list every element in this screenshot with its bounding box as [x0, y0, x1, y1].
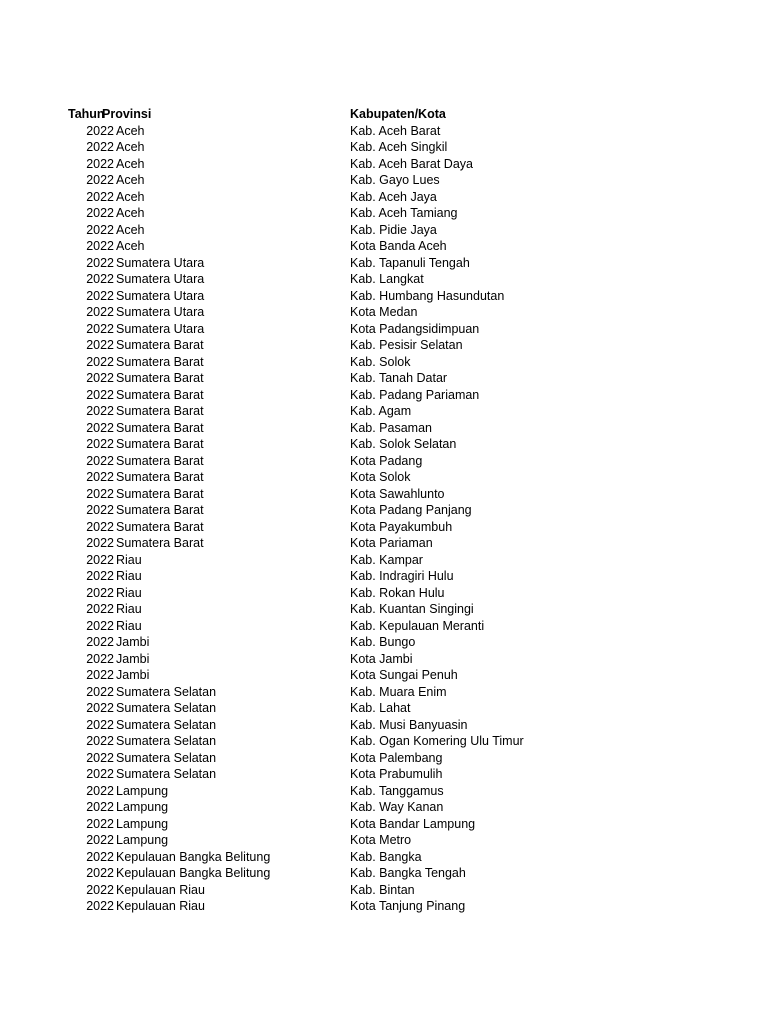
year-cell: 2022: [86, 701, 114, 715]
regency-cell: Kab. Ogan Komering Ulu Timur: [350, 734, 524, 748]
province-cell: Sumatera Selatan: [116, 767, 217, 781]
regency-cell: Kota Sawahlunto: [350, 486, 445, 501]
table-row: [68, 882, 688, 899]
table-row: [68, 865, 688, 882]
regency-cell: Kab. Way Kanan: [350, 800, 444, 814]
year-cell: 2022: [86, 222, 114, 237]
year-cell: 2022: [86, 206, 114, 220]
regency-cell: Kab. Muara Enim: [350, 684, 447, 699]
province-cell: Sumatera Barat: [116, 338, 204, 352]
year-cell: 2022: [86, 140, 114, 154]
year-cell: 2022: [86, 651, 114, 666]
province-cell: Sumatera Utara: [116, 255, 205, 270]
year-cell: 2022: [86, 305, 114, 319]
province-cell: Aceh: [116, 222, 145, 237]
table-row: [68, 502, 688, 519]
table-row: [68, 238, 688, 255]
table-row: [68, 750, 688, 767]
regency-cell: Kab. Indragiri Hulu: [350, 569, 454, 583]
table-row: [68, 453, 688, 470]
regency-cell: Kab. Aceh Jaya: [350, 189, 437, 204]
year-cell: 2022: [86, 486, 114, 501]
column-header-year: Tahun: [68, 107, 105, 121]
province-cell: Lampung: [116, 816, 169, 831]
regency-cell: Kota Sungai Penuh: [350, 668, 458, 682]
province-cell: Lampung: [116, 833, 169, 847]
year-cell: 2022: [86, 255, 114, 270]
province-cell: Jambi: [116, 651, 150, 666]
regency-cell: Kota Pariaman: [350, 536, 433, 550]
regency-cell: Kota Medan: [350, 305, 418, 319]
table-row: [68, 832, 688, 849]
year-cell: 2022: [86, 882, 114, 897]
province-cell: Sumatera Barat: [116, 486, 204, 501]
regency-cell: Kab. Kampar: [350, 552, 423, 567]
table-row: [68, 354, 688, 371]
province-cell: Sumatera Utara: [116, 321, 205, 336]
table-row: [68, 123, 688, 140]
year-cell: 2022: [86, 552, 114, 567]
table-row: [68, 634, 688, 651]
province-cell: Jambi: [116, 635, 150, 649]
year-cell: 2022: [86, 453, 114, 468]
regency-cell: Kab. Lahat: [350, 701, 411, 715]
table-row: [68, 420, 688, 437]
regency-cell: Kab. Tapanuli Tengah: [350, 255, 470, 270]
province-cell: Aceh: [116, 140, 145, 154]
year-cell: 2022: [86, 750, 114, 765]
province-cell: Aceh: [116, 156, 145, 171]
table-row: [68, 222, 688, 239]
province-cell: Lampung: [116, 783, 169, 798]
regency-cell: Kab. Langkat: [350, 272, 424, 286]
table-row: [68, 337, 688, 354]
regency-cell: Kab. Gayo Lues: [350, 173, 440, 187]
province-cell: Kepulauan Riau: [116, 899, 205, 913]
table-row: [68, 172, 688, 189]
province-cell: Sumatera Selatan: [116, 750, 217, 765]
table-row: [68, 535, 688, 552]
data-table: [68, 106, 688, 915]
regency-cell: Kab. Bangka: [350, 849, 422, 864]
province-cell: Riau: [116, 602, 142, 616]
year-cell: 2022: [86, 519, 114, 534]
province-cell: Jambi: [116, 668, 150, 682]
regency-cell: Kab. Aceh Tamiang: [350, 206, 458, 220]
table-row: [68, 601, 688, 618]
regency-cell: Kab. Humbang Hasundutan: [350, 288, 505, 303]
regency-cell: Kab. Aceh Barat Daya: [350, 156, 473, 171]
province-cell: Sumatera Barat: [116, 536, 204, 550]
year-cell: 2022: [86, 618, 114, 633]
table-row: [68, 255, 688, 272]
regency-cell: Kab. Bungo: [350, 635, 416, 649]
table-row: [68, 816, 688, 833]
regency-cell: Kota Prabumulih: [350, 767, 443, 781]
table-row: [68, 288, 688, 305]
province-cell: Sumatera Barat: [116, 354, 204, 369]
regency-cell: Kab. Aceh Barat: [350, 123, 441, 138]
table-row: [68, 139, 688, 156]
year-cell: 2022: [86, 569, 114, 583]
table-row: [68, 469, 688, 486]
year-cell: 2022: [86, 899, 114, 913]
regency-cell: Kab. Pasaman: [350, 420, 432, 435]
year-cell: 2022: [86, 272, 114, 286]
year-cell: 2022: [86, 420, 114, 435]
regency-cell: Kab. Bintan: [350, 882, 415, 897]
regency-cell: Kab. Pesisir Selatan: [350, 338, 463, 352]
regency-cell: Kota Padangsidimpuan: [350, 321, 480, 336]
table-row: [68, 733, 688, 750]
province-cell: Aceh: [116, 206, 145, 220]
regency-cell: Kota Jambi: [350, 651, 413, 666]
province-cell: Aceh: [116, 173, 145, 187]
table-row: [68, 156, 688, 173]
regency-cell: Kab. Tanggamus: [350, 783, 444, 798]
year-cell: 2022: [86, 173, 114, 187]
table-row: [68, 783, 688, 800]
province-cell: Sumatera Barat: [116, 503, 204, 517]
year-cell: 2022: [86, 783, 114, 798]
regency-cell: Kab. Solok Selatan: [350, 437, 457, 451]
table-row: [68, 387, 688, 404]
year-cell: 2022: [86, 338, 114, 352]
province-cell: Riau: [116, 569, 142, 583]
table-row: [68, 552, 688, 569]
table-row: [68, 618, 688, 635]
table-body: [68, 123, 688, 915]
province-cell: Kepulauan Bangka Belitung: [116, 849, 271, 864]
year-cell: 2022: [86, 767, 114, 781]
year-cell: 2022: [86, 602, 114, 616]
year-cell: 2022: [86, 816, 114, 831]
column-header-regency: Kabupaten/Kota: [350, 107, 446, 121]
table-row: [68, 568, 688, 585]
province-cell: Sumatera Utara: [116, 272, 205, 286]
table-row: [68, 898, 688, 915]
province-cell: Aceh: [116, 123, 145, 138]
regency-cell: Kota Banda Aceh: [350, 239, 447, 253]
province-cell: Sumatera Selatan: [116, 701, 217, 715]
year-cell: 2022: [86, 189, 114, 204]
province-cell: Sumatera Barat: [116, 404, 204, 418]
province-cell: Lampung: [116, 800, 169, 814]
table-header-row: [68, 106, 688, 123]
year-cell: 2022: [86, 800, 114, 814]
table-row: [68, 189, 688, 206]
table-row: [68, 271, 688, 288]
year-cell: 2022: [86, 371, 114, 385]
regency-cell: Kab. Solok: [350, 354, 411, 369]
table-row: [68, 370, 688, 387]
regency-cell: Kab. Agam: [350, 404, 412, 418]
province-cell: Kepulauan Bangka Belitung: [116, 866, 271, 880]
year-cell: 2022: [86, 849, 114, 864]
province-cell: Aceh: [116, 239, 145, 253]
table-row: [68, 849, 688, 866]
province-cell: Riau: [116, 552, 142, 567]
year-cell: 2022: [86, 536, 114, 550]
table-row: [68, 651, 688, 668]
table-row: [68, 667, 688, 684]
table-row: [68, 799, 688, 816]
table-row: [68, 486, 688, 503]
table-row: [68, 766, 688, 783]
year-cell: 2022: [86, 470, 114, 484]
province-cell: Sumatera Barat: [116, 519, 204, 534]
province-cell: Sumatera Barat: [116, 453, 204, 468]
regency-cell: Kota Palembang: [350, 750, 443, 765]
province-cell: Riau: [116, 585, 142, 600]
year-cell: 2022: [86, 288, 114, 303]
year-cell: 2022: [86, 717, 114, 732]
province-cell: Sumatera Barat: [116, 470, 204, 484]
table-row: [68, 304, 688, 321]
year-cell: 2022: [86, 668, 114, 682]
year-cell: 2022: [86, 866, 114, 880]
year-cell: 2022: [86, 354, 114, 369]
table-row: [68, 436, 688, 453]
province-cell: Sumatera Barat: [116, 371, 204, 385]
table-row: [68, 684, 688, 701]
table-row: [68, 321, 688, 338]
regency-cell: Kota Bandar Lampung: [350, 816, 476, 831]
year-cell: 2022: [86, 585, 114, 600]
regency-cell: Kota Tanjung Pinang: [350, 899, 466, 913]
regency-cell: Kab. Kepulauan Meranti: [350, 618, 485, 633]
year-cell: 2022: [86, 635, 114, 649]
column-header-province: Provinsi: [102, 107, 152, 121]
regency-cell: Kab. Tanah Datar: [350, 371, 448, 385]
year-cell: 2022: [86, 503, 114, 517]
year-cell: 2022: [86, 734, 114, 748]
year-cell: 2022: [86, 833, 114, 847]
regency-cell: Kab. Rokan Hulu: [350, 585, 445, 600]
year-cell: 2022: [86, 404, 114, 418]
province-cell: Aceh: [116, 189, 145, 204]
year-cell: 2022: [86, 387, 114, 402]
regency-cell: Kota Solok: [350, 470, 411, 484]
province-cell: Riau: [116, 618, 142, 633]
province-cell: Sumatera Barat: [116, 387, 204, 402]
regency-cell: Kab. Kuantan Singingi: [350, 602, 474, 616]
province-cell: Kepulauan Riau: [116, 882, 205, 897]
province-cell: Sumatera Utara: [116, 288, 205, 303]
year-cell: 2022: [86, 684, 114, 699]
year-cell: 2022: [86, 437, 114, 451]
regency-cell: Kota Padang: [350, 453, 423, 468]
table-row: [68, 585, 688, 602]
regency-cell: Kota Padang Panjang: [350, 503, 472, 517]
regency-cell: Kab. Aceh Singkil: [350, 140, 448, 154]
table-row: [68, 205, 688, 222]
year-cell: 2022: [86, 321, 114, 336]
regency-cell: Kab. Bangka Tengah: [350, 866, 466, 880]
province-cell: Sumatera Utara: [116, 305, 205, 319]
province-cell: Sumatera Selatan: [116, 734, 217, 748]
table-row: [68, 717, 688, 734]
province-cell: Sumatera Selatan: [116, 684, 217, 699]
regency-cell: Kab. Padang Pariaman: [350, 387, 480, 402]
province-cell: Sumatera Selatan: [116, 717, 217, 732]
year-cell: 2022: [86, 123, 114, 138]
year-cell: 2022: [86, 239, 114, 253]
regency-cell: Kota Metro: [350, 833, 412, 847]
table-row: [68, 403, 688, 420]
year-cell: 2022: [86, 156, 114, 171]
province-cell: Sumatera Barat: [116, 437, 204, 451]
regency-cell: Kab. Musi Banyuasin: [350, 717, 468, 732]
regency-cell: Kab. Pidie Jaya: [350, 222, 437, 237]
province-cell: Sumatera Barat: [116, 420, 204, 435]
table-row: [68, 700, 688, 717]
table-row: [68, 519, 688, 536]
regency-cell: Kota Payakumbuh: [350, 519, 453, 534]
